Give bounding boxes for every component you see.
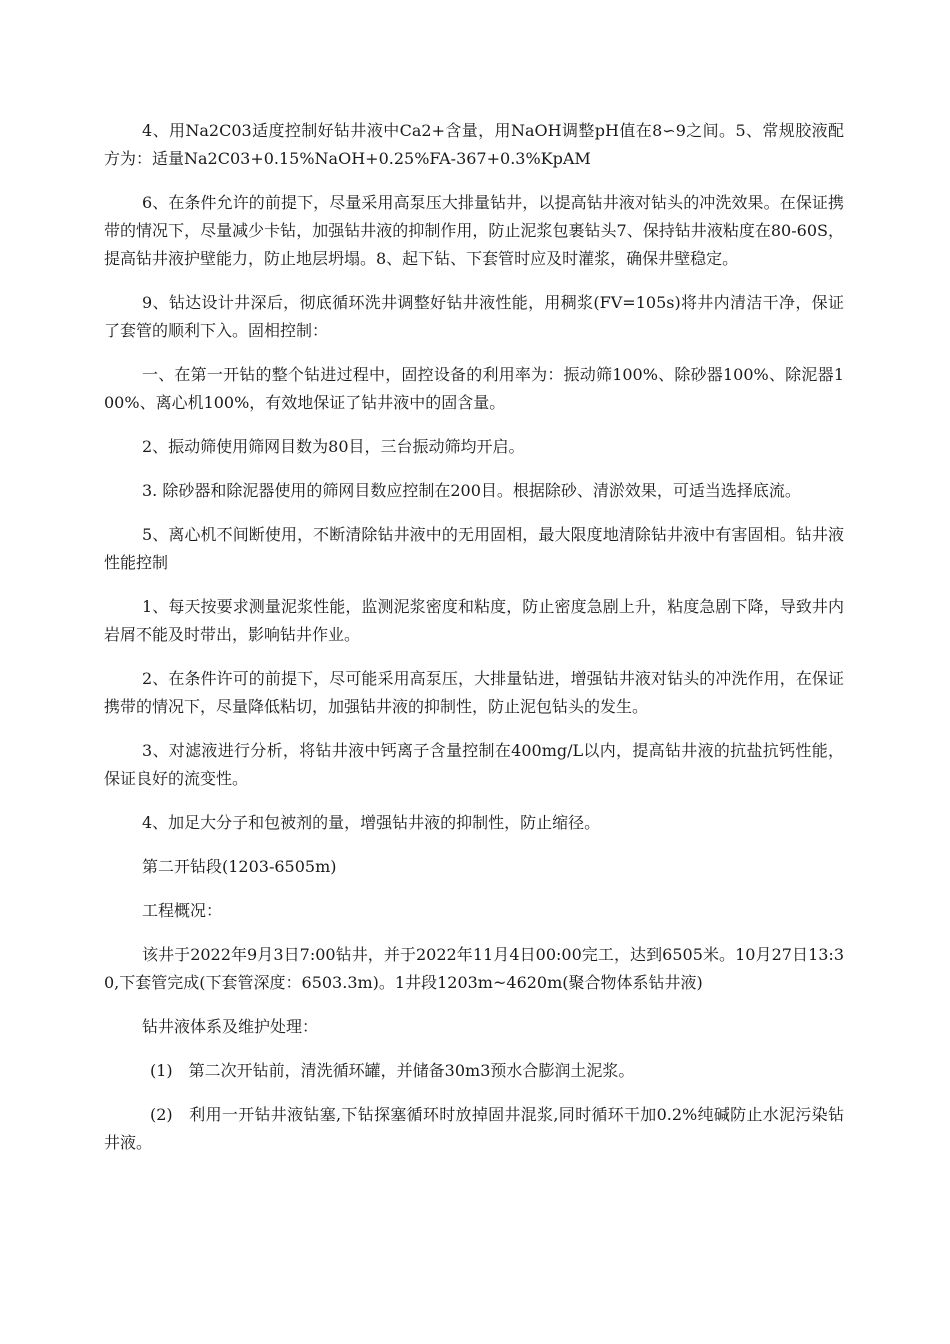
paragraph-8: 1、每天按要求测量泥浆性能，监测泥浆密度和粘度，防止密度急剧上升，粘度急剧下降，导致井内岩屑不能及时带出，影响钻井作业。 [104,597,844,644]
paragraph-6: 3. 除砂器和除泥器使用的筛网目数应控制在200目。根据除砂、清淤效果，可适当选择底流。 [142,481,801,500]
list-item-2: (2) 利用一开钻井液钻塞,下钻探塞循环时放掉固井混浆,同时循环干加0.2%纯碱防止水泥污染钻井液。 [104,1105,844,1152]
paragraph-1: 4、用Na2C03适度控制好钻井液中Ca2+含量，用NaOH调整pH值在8∽9之间。5、常规胶液配方为：适量Na2C03+0.15%NaOH+0.25%FA-367+0.3%KpAM [104,121,844,168]
paragraph-4: 一、在第一开钻的整个钻进过程中，固控设备的利用率为：振动筛100%、除砂器100%、除泥器100%、离心机100%，有效地保证了钻井液中的固含量。 [104,365,844,412]
paragraph-5: 2、振动筛使用筛网目数为80目，三台振动筛均开启。 [142,437,525,456]
paragraph-11: 4、加足大分子和包被剂的量，增强钻井液的抑制性，防止缩径。 [142,813,601,832]
paragraph-10: 3、对滤液进行分析，将钻井液中钙离子含量控制在400mg/L以内，提高钻井液的抗盐抗钙性能，保证良好的流变性。 [104,741,844,788]
document-body [104,117,844,1173]
paragraph-2: 6、在条件允许的前提下，尽量采用高泵压大排量钻井，以提高钻井液对钻头的冲洗效果。在保证携带的情况下，尽量减少卡钻，加强钻井液的抑制作用，防止泥浆包裹钻头7、保持钻井液粘度在80-60S，提高钻井液护壁能力，防止地层坍塌。8、起下钻、下套管时应及时灌浆，确保井壁稳定。 [104,193,844,268]
list-item-1: (1) 第二次开钻前，清洗循环罐，并储备30m3预水合膨润土泥浆。 [150,1061,635,1080]
paragraph-7: 5、离心机不间断使用，不断清除钻井液中的无用固相，最大限度地清除钻井液中有害固相。钻井液性能控制 [104,525,844,572]
paragraph-14: 该井于2022年9月3日7:00钻井，并于2022年11月4日00:00完工，达到6505米。10月27日13:30,下套管完成(下套管深度：6503.3m)。1井段1203m~4620m(聚合物体系钻井液) [104,945,844,992]
subsection-heading: 工程概况： [142,901,223,920]
paragraph-9: 2、在条件许可的前提下，尽可能采用高泵压，大排量钻进，增强钻井液对钻头的冲洗作用，在保证携带的情况下，尽量降低粘切，加强钻井液的抑制性，防止泥包钻头的发生。 [104,669,844,716]
paragraph-3: 9、钻达设计井深后，彻底循环洗井调整好钻井液性能，用稠浆(FV=105s)将井内清洁干净，保证了套管的顺利下入。固相控制： [104,293,844,340]
section-heading: 第二开钻段(1203-6505m) [142,857,337,876]
subsection-heading-2: 钻井液体系及维护处理： [142,1017,319,1036]
